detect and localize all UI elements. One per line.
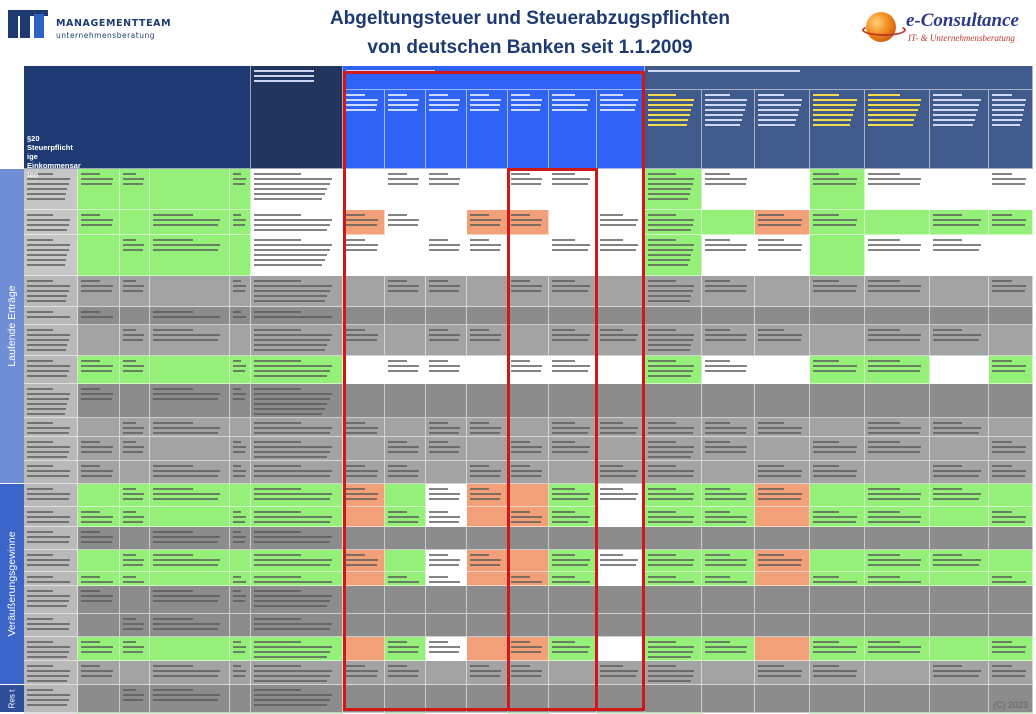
table-cell: [989, 210, 1033, 235]
table-cell: [930, 384, 989, 418]
title-line-1: Abgeltungsteuer und Steuerabzugspflichten: [329, 8, 731, 29]
table-cell: [989, 614, 1033, 637]
header-cell-depot-col: [755, 90, 810, 169]
table-cell: [150, 661, 230, 685]
table-cell: [930, 550, 989, 572]
table-cell: [702, 307, 755, 325]
table-cell: [251, 484, 343, 507]
table-cell: [150, 307, 230, 325]
table-cell: [251, 210, 343, 235]
table-cell: [120, 356, 150, 384]
table-cell: [755, 614, 810, 637]
table-cell: [645, 325, 702, 356]
table-cell: [251, 437, 343, 461]
table-cell: [150, 276, 230, 307]
table-cell: [645, 418, 702, 437]
page-title: [250, 4, 810, 62]
table-cell: [989, 586, 1033, 614]
highlight-frame-kapitalertragsteuer: [507, 168, 598, 711]
table-cell: [230, 614, 251, 637]
table-cell: [989, 169, 1033, 210]
table-cell: [755, 325, 810, 356]
table-cell: [24, 637, 78, 661]
table-cell: [989, 235, 1033, 276]
table-cell: [78, 572, 120, 586]
table-cell: [230, 307, 251, 325]
table-cell: [230, 437, 251, 461]
table-cell: [865, 461, 930, 484]
table-cell: [702, 550, 755, 572]
table-cell: [989, 637, 1033, 661]
table-cell: [865, 235, 930, 276]
table-cell: [230, 169, 251, 210]
table-cell: [230, 527, 251, 550]
table-cell: [251, 685, 343, 713]
table-cell: [810, 418, 865, 437]
table-cell: [251, 461, 343, 484]
table-cell: [230, 356, 251, 384]
table-cell: [150, 461, 230, 484]
table-cell: [930, 661, 989, 685]
table-cell: [755, 550, 810, 572]
table-cell: [251, 276, 343, 307]
table-cell: [989, 276, 1033, 307]
table-cell: [150, 685, 230, 713]
table-cell: [150, 586, 230, 614]
table-cell: [120, 418, 150, 437]
table-cell: [120, 384, 150, 418]
table-cell: [24, 276, 78, 307]
header-cell-depot-col: [645, 90, 702, 169]
table-cell: [930, 685, 989, 713]
page-header: [0, 0, 1036, 66]
table-cell: [989, 461, 1033, 484]
table-cell: [120, 637, 150, 661]
table-cell: [810, 614, 865, 637]
table-cell: [120, 276, 150, 307]
table-cell: [230, 384, 251, 418]
table-cell: [755, 235, 810, 276]
table-cell: [645, 550, 702, 572]
section-label-rest: Res t: [0, 685, 24, 713]
table-cell: [230, 550, 251, 572]
table-cell: [150, 550, 230, 572]
table-cell: [230, 461, 251, 484]
table-cell: [120, 572, 150, 586]
table-cell: [755, 169, 810, 210]
table-cell: [989, 527, 1033, 550]
table-cell: [702, 685, 755, 713]
table-cell: [120, 527, 150, 550]
table-cell: [251, 307, 343, 325]
table-cell: [24, 550, 78, 572]
table-cell: [755, 527, 810, 550]
table-cell: [810, 325, 865, 356]
table-cell: [251, 235, 343, 276]
table-cell: [989, 661, 1033, 685]
table-cell: [78, 384, 120, 418]
table-cell: [755, 307, 810, 325]
table-cell: [230, 586, 251, 614]
table-cell: [78, 507, 120, 527]
table-cell: [645, 276, 702, 307]
table-cell: [150, 325, 230, 356]
mt-logo-icon: [8, 10, 48, 40]
table-cell: [230, 235, 251, 276]
table-cell: [810, 307, 865, 325]
table-cell: [810, 572, 865, 586]
table-cell: [702, 461, 755, 484]
table-cell: [810, 484, 865, 507]
table-cell: [150, 437, 230, 461]
table-cell: [120, 661, 150, 685]
table-cell: [702, 484, 755, 507]
table-cell: [865, 276, 930, 307]
table-cell: [865, 661, 930, 685]
table-cell: [930, 418, 989, 437]
table-cell: [230, 572, 251, 586]
table-cell: [251, 572, 343, 586]
table-cell: [78, 235, 120, 276]
table-cell: [702, 169, 755, 210]
logo-left-tagline: unternehmensberatung: [56, 31, 155, 40]
table-cell: [230, 661, 251, 685]
title-line-2: von deutschen Banken seit 1.1.2009: [367, 37, 693, 58]
table-cell: [755, 661, 810, 685]
table-cell: [78, 325, 120, 356]
table-cell: [120, 437, 150, 461]
table-cell: [930, 527, 989, 550]
table-cell: [251, 527, 343, 550]
table-cell: [78, 484, 120, 507]
table-cell: [120, 169, 150, 210]
table-cell: [810, 550, 865, 572]
managementteam-logo: [8, 10, 188, 44]
table-cell: [702, 637, 755, 661]
table-cell: [930, 210, 989, 235]
table-cell: [755, 437, 810, 461]
table-cell: [645, 614, 702, 637]
table-cell: [755, 210, 810, 235]
table-cell: [251, 614, 343, 637]
table-cell: [645, 461, 702, 484]
table-cell: [865, 169, 930, 210]
table-cell: [865, 614, 930, 637]
table-cell: [230, 418, 251, 437]
table-cell: [755, 384, 810, 418]
table-cell: [645, 637, 702, 661]
table-cell: [120, 507, 150, 527]
table-cell: [78, 527, 120, 550]
table-cell: [989, 418, 1033, 437]
table-cell: [251, 169, 343, 210]
table-cell: [645, 572, 702, 586]
table-cell: [865, 507, 930, 527]
table-cell: [78, 637, 120, 661]
table-cell: [251, 586, 343, 614]
e-consultance-logo: [864, 8, 1032, 48]
table-cell: [865, 550, 930, 572]
table-cell: [810, 637, 865, 661]
table-cell: [702, 325, 755, 356]
table-cell: [930, 276, 989, 307]
table-cell: [930, 507, 989, 527]
table-cell: [865, 384, 930, 418]
table-cell: [230, 507, 251, 527]
table-cell: [251, 661, 343, 685]
table-cell: [865, 356, 930, 384]
table-cell: [989, 356, 1033, 384]
table-cell: [78, 614, 120, 637]
table-cell: [702, 614, 755, 637]
table-cell: [865, 572, 930, 586]
table-cell: [702, 235, 755, 276]
table-cell: [810, 586, 865, 614]
table-cell: [810, 169, 865, 210]
table-cell: [120, 307, 150, 325]
table-cell: [150, 507, 230, 527]
table-cell: [645, 235, 702, 276]
table-cell: [24, 384, 78, 418]
table-cell: [865, 307, 930, 325]
table-cell: [865, 325, 930, 356]
table-cell: [24, 661, 78, 685]
table-cell: [78, 356, 120, 384]
table-cell: [78, 418, 120, 437]
table-cell: [24, 527, 78, 550]
table-cell: [78, 461, 120, 484]
logo-right-tagline: IT- & Unternehmensberatung: [908, 33, 1015, 43]
logo-right-name: e-Consultance: [906, 10, 1019, 31]
table-cell: [78, 276, 120, 307]
table-cell: [120, 685, 150, 713]
table-cell: [930, 484, 989, 507]
table-cell: [989, 325, 1033, 356]
table-cell: [702, 586, 755, 614]
table-cell: [150, 210, 230, 235]
table-cell: [810, 437, 865, 461]
table-cell: [24, 586, 78, 614]
table-cell: [865, 437, 930, 461]
table-cell: [702, 276, 755, 307]
table-cell: [24, 614, 78, 637]
table-cell: [702, 418, 755, 437]
table-cell: [645, 384, 702, 418]
table-cell: [251, 418, 343, 437]
table-cell: [865, 637, 930, 661]
table-cell: [810, 384, 865, 418]
section-label-laufende-ertraege: Laufende Erträge: [0, 169, 24, 484]
table-cell: [930, 169, 989, 210]
table-cell: [230, 276, 251, 307]
table-cell: [865, 685, 930, 713]
table-cell: [120, 461, 150, 484]
table-cell: [755, 586, 810, 614]
table-cell: [645, 586, 702, 614]
table-cell: [645, 527, 702, 550]
table-cell: [755, 572, 810, 586]
table-cell: [702, 384, 755, 418]
table-cell: [930, 637, 989, 661]
table-cell: [78, 550, 120, 572]
table-cell: [24, 418, 78, 437]
table-cell: [150, 169, 230, 210]
table-cell: [702, 527, 755, 550]
table-cell: [251, 325, 343, 356]
table-cell: [645, 437, 702, 461]
table-cell: [989, 484, 1033, 507]
table-cell: [150, 356, 230, 384]
table-cell: [865, 418, 930, 437]
table-cell: [251, 637, 343, 661]
table-cell: [810, 276, 865, 307]
table-cell: [150, 572, 230, 586]
table-cell: [150, 527, 230, 550]
table-cell: [24, 437, 78, 461]
table-cell: [150, 637, 230, 661]
table-cell: [24, 507, 78, 527]
table-cell: [865, 210, 930, 235]
table-cell: [645, 169, 702, 210]
header-cell-depot-group: [645, 66, 1033, 90]
table-cell: [150, 614, 230, 637]
table-cell: [78, 169, 120, 210]
table-cell: [120, 235, 150, 276]
highlight-frame-bank-obligations: [343, 71, 645, 711]
table-cell: [645, 210, 702, 235]
table-cell: [755, 507, 810, 527]
table-cell: [810, 685, 865, 713]
table-cell: [989, 307, 1033, 325]
header-cell-grundlage: [251, 66, 343, 169]
table-cell: [755, 461, 810, 484]
table-cell: [645, 507, 702, 527]
table-cell: [989, 507, 1033, 527]
table-cell: [810, 507, 865, 527]
table-cell: [989, 572, 1033, 586]
logo-left-name: MANAGEMENTTEAM: [56, 18, 172, 29]
table-cell: [930, 307, 989, 325]
table-cell: [645, 685, 702, 713]
section-label-veraeusserungsgewinne: Veräußerungsgewinne: [0, 484, 24, 685]
table-cell: [645, 484, 702, 507]
table-cell: [810, 356, 865, 384]
table-cell: [78, 210, 120, 235]
table-cell: [24, 461, 78, 484]
table-cell: [78, 437, 120, 461]
table-cell: [865, 527, 930, 550]
table-cell: [120, 484, 150, 507]
table-cell: [702, 437, 755, 461]
table-cell: [810, 210, 865, 235]
table-cell: [24, 484, 78, 507]
table-cell: [24, 572, 78, 586]
table-cell: [702, 572, 755, 586]
table-cell: [251, 356, 343, 384]
table-cell: [755, 418, 810, 437]
table-cell: [989, 550, 1033, 572]
table-cell: [702, 356, 755, 384]
table-cell: [24, 307, 78, 325]
table-cell: [930, 572, 989, 586]
table-cell: [24, 325, 78, 356]
table-cell: [645, 356, 702, 384]
table-cell: [150, 384, 230, 418]
table-cell: [810, 661, 865, 685]
table-cell: [230, 210, 251, 235]
table-cell: [24, 210, 78, 235]
table-cell: [251, 384, 343, 418]
table-cell: [930, 437, 989, 461]
header-cell-depot-col: [865, 90, 930, 169]
table-cell: [989, 437, 1033, 461]
table-cell: [251, 550, 343, 572]
table-cell: [120, 325, 150, 356]
table-cell: [645, 661, 702, 685]
header-first-column-label: §20 Steuerpflicht ige Einkommensar ten: [27, 134, 81, 179]
table-cell: [230, 325, 251, 356]
table-cell: [78, 586, 120, 614]
table-cell: [230, 685, 251, 713]
table-cell: [24, 356, 78, 384]
table-cell: [24, 685, 78, 713]
orbit-icon: [862, 24, 906, 36]
header-cell-depot-col: [989, 90, 1033, 169]
table-cell: [755, 276, 810, 307]
table-cell: [755, 637, 810, 661]
table-cell: [930, 586, 989, 614]
table-cell: [930, 325, 989, 356]
table-cell: [810, 527, 865, 550]
header-cell-depot-col: [702, 90, 755, 169]
table-cell: [755, 356, 810, 384]
table-cell: [930, 356, 989, 384]
table-cell: [120, 550, 150, 572]
table-cell: [810, 461, 865, 484]
table-cell: [251, 507, 343, 527]
table-cell: [150, 484, 230, 507]
table-cell: [78, 307, 120, 325]
table-cell: [930, 461, 989, 484]
table-cell: [930, 235, 989, 276]
header-cell-depot-col: [810, 90, 865, 169]
table-cell: [865, 484, 930, 507]
table-cell: [24, 235, 78, 276]
table-cell: [930, 614, 989, 637]
table-cell: [702, 661, 755, 685]
header-cell-depot-col: [930, 90, 989, 169]
table-cell: [120, 210, 150, 235]
table-cell: [78, 661, 120, 685]
table-cell: [810, 235, 865, 276]
table-cell: [230, 637, 251, 661]
table-cell: [230, 484, 251, 507]
copyright-notice: (C) 2023: [992, 700, 1028, 710]
table-cell: [755, 484, 810, 507]
table-cell: [120, 586, 150, 614]
table-cell: [150, 418, 230, 437]
table-cell: [645, 307, 702, 325]
table-cell: [78, 685, 120, 713]
table-cell: [865, 586, 930, 614]
table-cell: [702, 507, 755, 527]
table-cell: [120, 614, 150, 637]
table-cell: [989, 384, 1033, 418]
table-cell: [755, 685, 810, 713]
table-cell: [702, 210, 755, 235]
table-cell: [150, 235, 230, 276]
